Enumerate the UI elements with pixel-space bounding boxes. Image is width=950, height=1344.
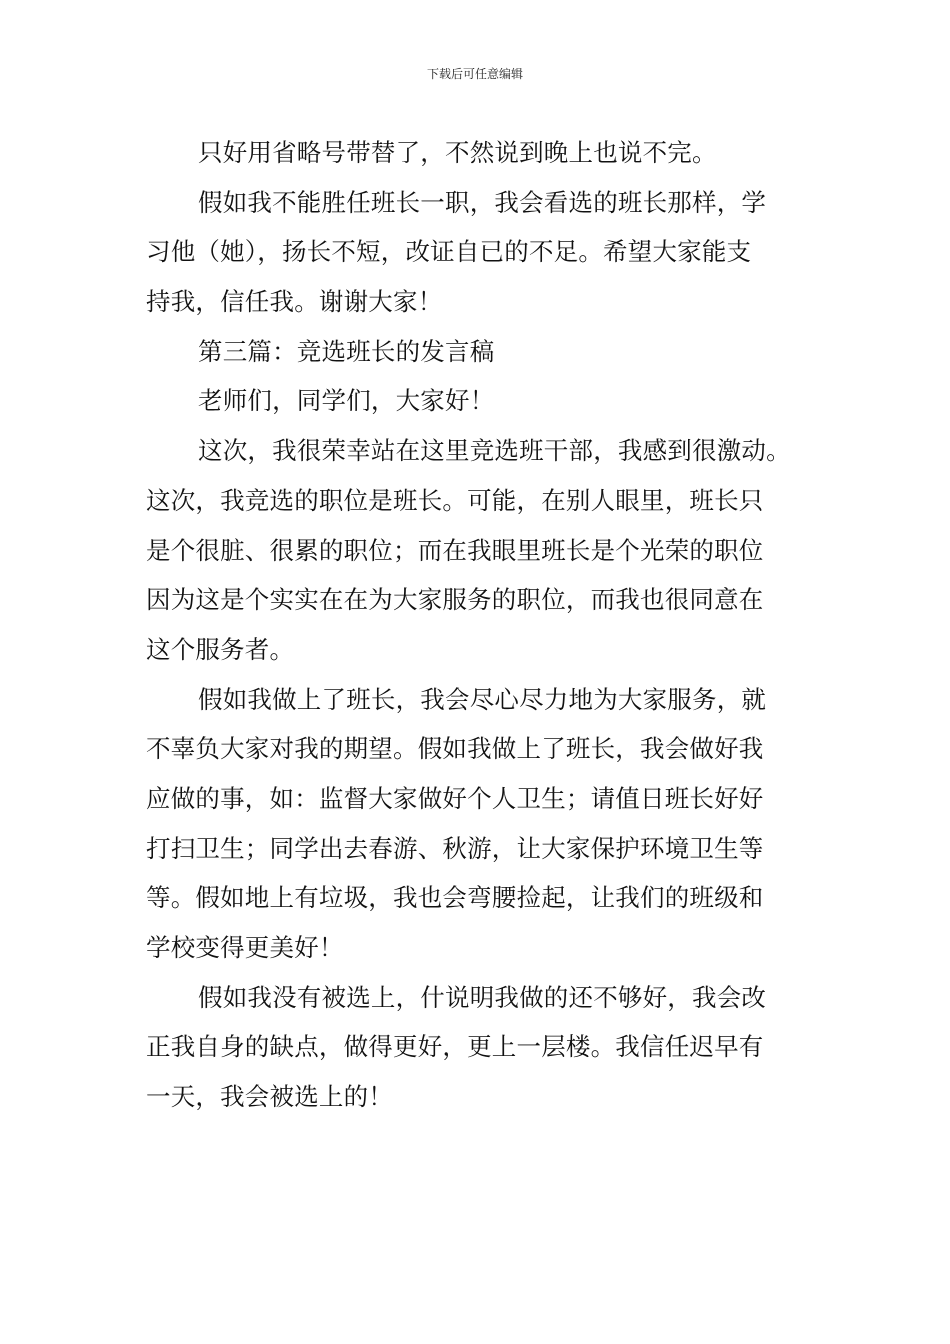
text-line: 假如我不能胜任班长一职，我会看选的班长那样，学 <box>198 187 767 217</box>
text-line: 是个很脏、很累的职位；而在我眼里班长是个光荣的职位 <box>146 535 764 565</box>
page-header: 下载后可任意编辑 <box>426 67 523 81</box>
text-line: 应做的事，如：监督大家做好个人卫生；请值日班长好好 <box>146 783 764 813</box>
text-line: 正我自身的缺点，做得更好，更上一层楼。我信任迟早有 <box>146 1032 764 1062</box>
text-line: 这次，我很荣幸站在这里竞选班干部，我感到很激动。 <box>198 436 791 466</box>
text-line: 因为这是个实实在在为大家服务的职位，而我也很同意在 <box>146 585 764 615</box>
text-line: 假如我没有被选上，什说明我做的还不够好，我会改 <box>198 982 767 1012</box>
text-line: 只好用省略号带替了，不然说到晚上也说不完。 <box>198 138 717 167</box>
text-line: 习他（她），扬长不短，改证自已的不足。希望大家能支 <box>146 237 752 267</box>
text-line: 不辜负大家对我的期望。假如我做上了班长，我会做好我 <box>146 734 764 764</box>
document-body <box>146 128 826 1122</box>
text-line: 打扫卫生；同学出去春游、秋游，让大家保护环境卫生等 <box>146 833 764 863</box>
text-line: 持我，信任我。谢谢大家！ <box>146 287 443 317</box>
text-line: 等。假如地上有垃圾，我也会弯腰捡起，让我们的班级和 <box>146 883 764 913</box>
text-line: 学校变得更美好！ <box>146 933 344 962</box>
text-line: 这次，我竞选的职位是班长。可能，在别人眼里，班长只 <box>146 485 764 515</box>
text-line: 假如我做上了班长，我会尽心尽力地为大家服务，就 <box>198 684 767 714</box>
text-line: 一天，我会被选上的！ <box>146 1082 393 1112</box>
text-line: 这个服务者。 <box>146 634 295 664</box>
text-line: 老师们，同学们，大家好！ <box>198 386 495 416</box>
section-heading: 第三篇：竞选班长的发言稿 <box>198 336 495 366</box>
